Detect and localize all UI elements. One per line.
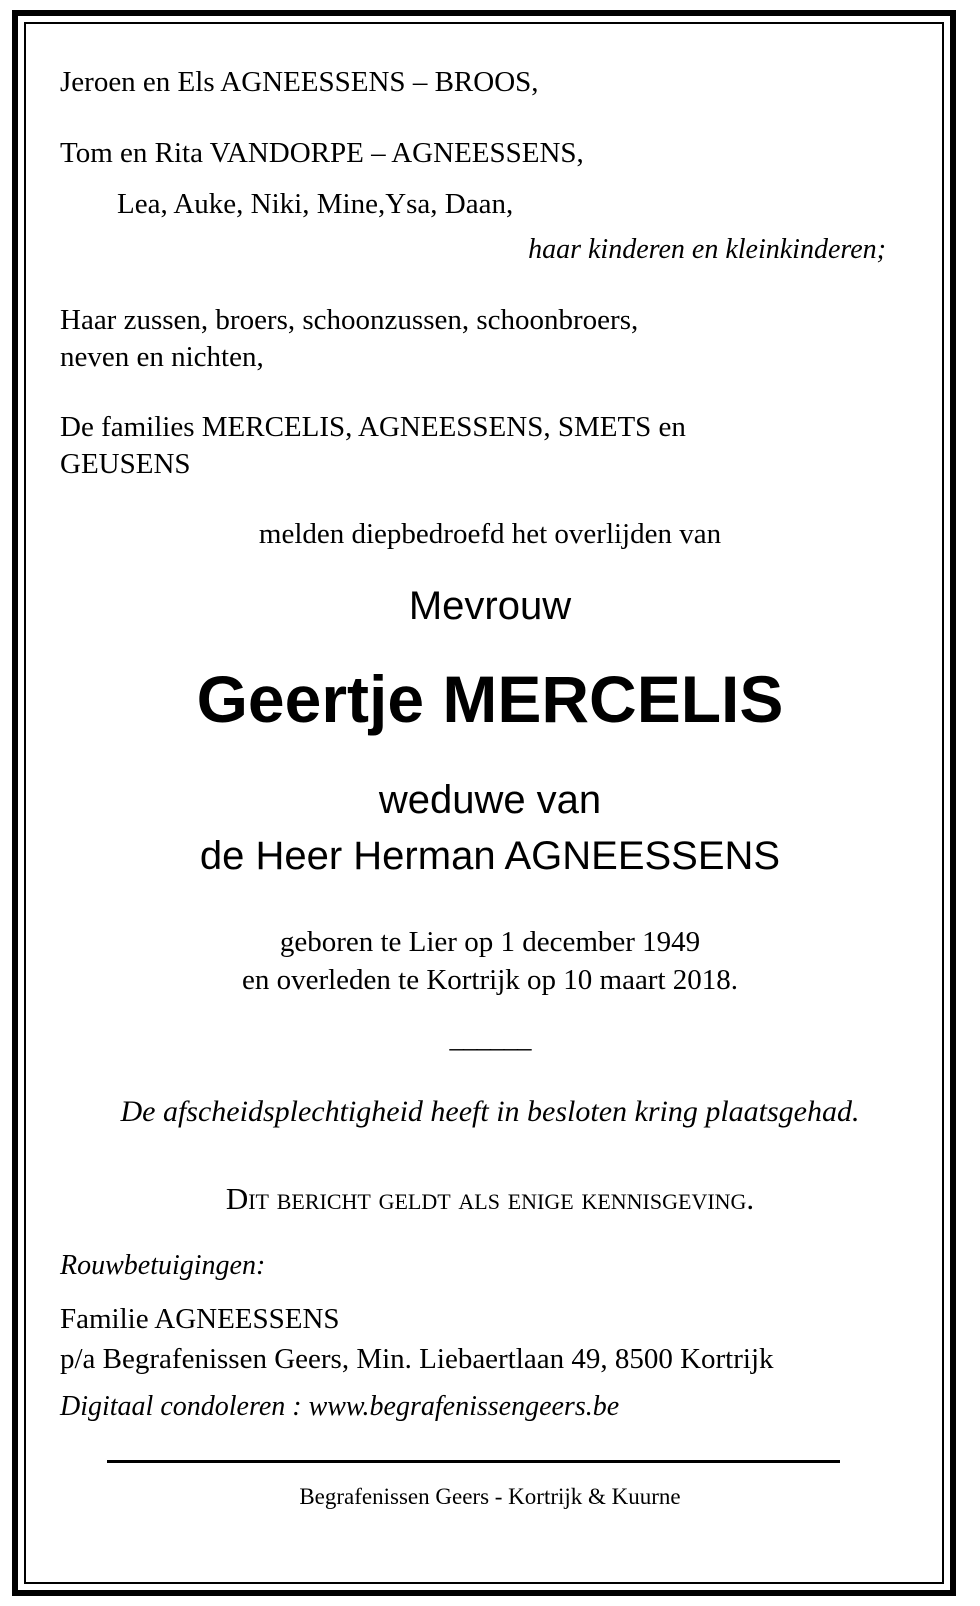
death-line: en overleden te Kortrijk op 10 maart 2018. xyxy=(241,964,739,996)
siblings-line-2: neven en nichten, xyxy=(60,341,264,373)
families-line-1: De families MERCELIS, AGNEESSENS, SMETS en xyxy=(60,411,686,443)
siblings-line-1: Haar zussen, broers, schoonzussen, schoonbroers, xyxy=(60,304,639,336)
footer-line: Begrafenissen Geers - Kortrijk & Kuurne xyxy=(299,1484,681,1509)
condolences-online: Digitaal condoleren : www.begrafenissengeers.be xyxy=(60,1391,620,1422)
deceased-title: Mevrouw xyxy=(408,584,572,628)
grandchildren-line: Lea, Auke, Niki, Mine,Ysa, Daan, xyxy=(117,188,514,220)
family-line-2: Tom en Rita VANDORPE – AGNEESSENS, xyxy=(60,137,584,169)
widow-line-1: weduwe van xyxy=(378,778,602,822)
separator-line: ______ xyxy=(449,1022,531,1054)
family-line-1: Jeroen en Els AGNEESSENS – BROOS, xyxy=(60,66,539,98)
deceased-name: Geertje MERCELIS xyxy=(196,662,784,736)
relation-line: haar kinderen en kleinkinderen; xyxy=(528,234,886,265)
condolences-recipient: Familie AGNEESSENS xyxy=(60,1303,340,1335)
condolences-label: Rouwbetuigingen: xyxy=(60,1250,266,1281)
announcement-line: melden diepbedroefd het overlijden van xyxy=(258,518,722,550)
ceremony-line: De afscheidsplechtigheid heeft in besloten kring plaatsgehad. xyxy=(120,1095,860,1128)
widow-line-2: de Heer Herman AGNEESSENS xyxy=(199,834,781,878)
footer-rule xyxy=(107,1460,840,1463)
condolences-address: p/a Begrafenissen Geers, Min. Liebaertlaan 49, 8500 Kortrijk xyxy=(60,1343,774,1375)
notice-line: Dit bericht geldt als enige kennisgeving. xyxy=(225,1181,755,1216)
birth-line: geboren te Lier op 1 december 1949 xyxy=(279,926,701,958)
families-line-2: GEUSENS xyxy=(60,448,191,480)
